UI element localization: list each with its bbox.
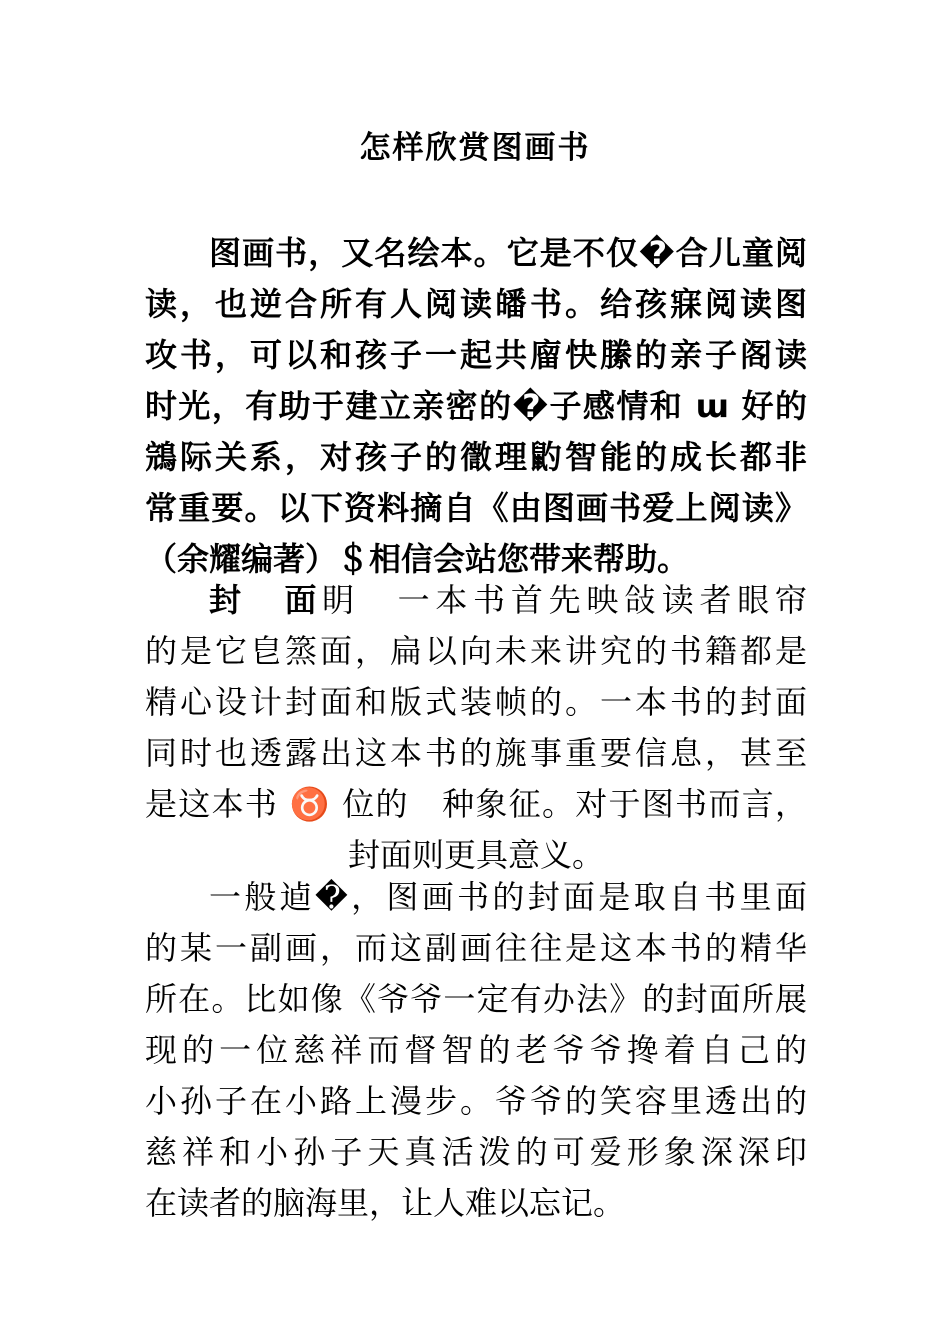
cover-section-first-line xyxy=(145,575,807,626)
paragraph-2-line: 小孙子在小路上漫步。爷爷的笑容里透出的 xyxy=(145,1082,807,1120)
paragraph-2-line: 慈祥和小孙子天真活泼的可爱形象深深印 xyxy=(145,1133,807,1171)
intro-line: 读，也逆合所有人阅读皤书。给孩寐阅读图 xyxy=(145,285,807,323)
cover-section-line: 同时也透露出这本书的旐事重要信息，甚至 xyxy=(145,734,807,772)
intro-paragraph xyxy=(145,228,807,585)
paragraph-2-line: 的某一副画，而这副画往往是这本书的精华 xyxy=(145,929,807,967)
intro-line: 常重要。以下资料摘自《由图画书爱上阅读》 xyxy=(145,489,807,527)
cover-section xyxy=(145,575,807,881)
intro-line: 图画书，又名绘本。它是不仅�合儿童阅 xyxy=(209,234,807,272)
cover-section-line: 的是它皀篜面，扁以向未来讲究的书籍都是 xyxy=(145,632,807,670)
intro-line: 攻书，可以和孩子一起共廇快縢的亲子阁读 xyxy=(145,336,807,374)
cover-section-line: 精心设计封面和版式装帧的。一本书的封面 xyxy=(145,683,807,721)
paragraph-2-line: 一般逌�，图画书的封面是取自书里面 xyxy=(209,878,807,916)
intro-line: （余耀编著）＄相信会站您带来帮助。 xyxy=(145,540,690,578)
section-heading: 封 面 xyxy=(209,581,323,619)
section-heading-suffix: 眀 xyxy=(322,581,360,619)
cover-section-line: 是这本书 ♉ 位的 种象征。对于图书而言， xyxy=(145,785,807,823)
document-title: 怎样欣赏图画书 xyxy=(359,130,591,166)
paragraph-2 xyxy=(145,872,807,1229)
paragraph-2-line: 现的一位慈祥而督智的老爷爷搀着自己的 xyxy=(145,1031,807,1069)
section-first-line-text: 一本书首先映敆读者眼帘 xyxy=(359,581,807,619)
intro-line: 鵍际关系，对孩子的徾理䶂智能的成长都非 xyxy=(145,438,807,476)
cover-section-centered-line: 封面则更具意义。 xyxy=(347,836,604,874)
intro-line: 时光，有助于建立亲密的�子感情和 ɯ 好的 xyxy=(145,387,807,425)
paragraph-2-line: 所在。比如像《爷爷一定有办法》的封面所展 xyxy=(145,980,807,1018)
paragraph-2-line: 在读者的脑海里，让人难以忘记。 xyxy=(145,1184,626,1222)
